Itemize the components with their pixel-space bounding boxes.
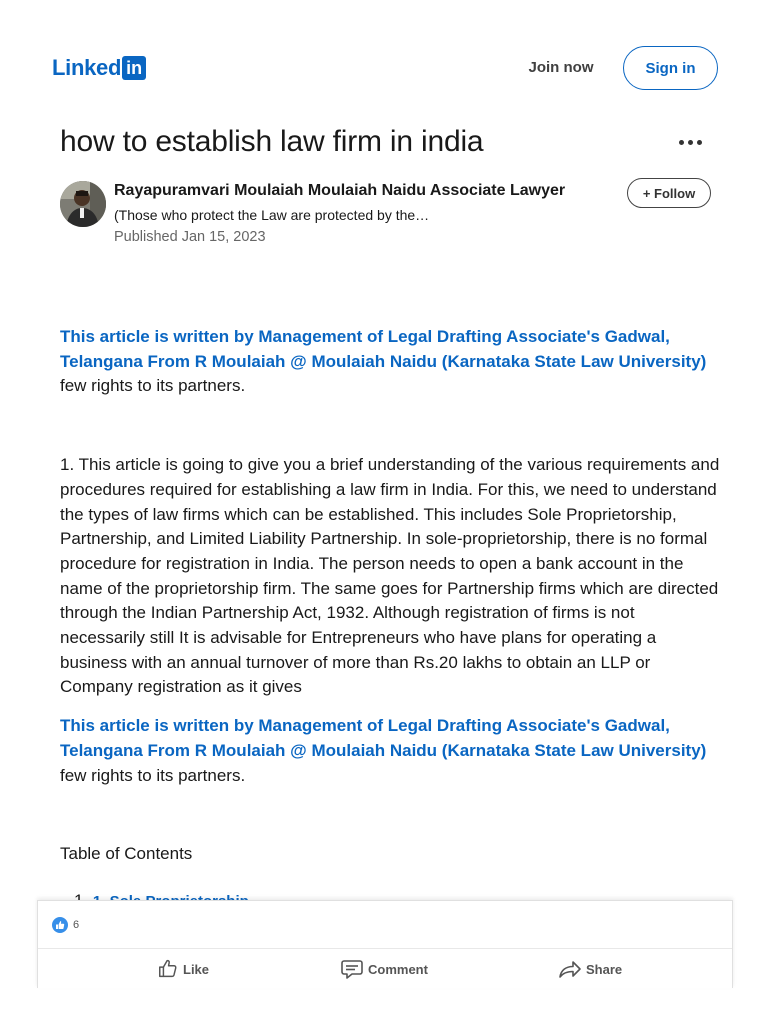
article-title: how to establish law firm in india xyxy=(60,125,484,158)
share-button[interactable] xyxy=(558,957,622,981)
toc-heading: Table of Contents xyxy=(60,844,193,864)
intro-tail-2: few rights to its partners. xyxy=(60,765,246,785)
author-name[interactable]: Rayapuramvari Moulaiah Moulaiah Naidu Associate Lawyer xyxy=(114,182,566,199)
intro-tail-1: few rights to its partners. xyxy=(60,376,246,396)
intro-paragraph-2 xyxy=(60,714,720,788)
spacer xyxy=(60,867,720,889)
reaction-summary[interactable] xyxy=(52,915,79,935)
thumbs-up-glyph xyxy=(55,920,65,930)
like-label: Like xyxy=(183,961,210,977)
share-label: Share xyxy=(586,961,623,977)
spacer xyxy=(60,788,720,842)
comment-button[interactable] xyxy=(340,957,428,981)
article-body xyxy=(60,325,720,915)
like-reaction-icon xyxy=(52,917,68,933)
reaction-count: 6 xyxy=(73,919,80,931)
author-headline: (Those who protect the Law are protected by the… xyxy=(114,207,430,223)
spacer xyxy=(60,399,720,453)
body-paragraph-1: 1. This article is going to give you a brief understanding of the various requirements and procedures required for establishing a law firm in India. For this, we need to understand the types of law firms which can be established. This includes Sole Proprietorship, Partnership, and Limited Liability Partnership. In sole-proprietorship, there is no formal procedure for registration in India. The person needs to open a bank account in the name of the proprietorship firm. The same goes for Partnership firms which are directed through the Indian Partnership Act, 1932. Although registration of firms is not necessarily still It is advisable for Entrepreneurs who have plans for operating a business with an annual turnover of more than Rs.20 lakhs to obtain an LLP or Company registration as it gives xyxy=(60,455,720,697)
comment-bubble-icon xyxy=(340,958,364,980)
dot xyxy=(697,140,702,145)
intro-highlight-1: This article is written by Management of Legal Drafting Associate's Gadwal, Telangana From R Moulaiah @ Moulaiah Naidu (Karnataka State Law University) xyxy=(60,327,707,371)
like-button[interactable] xyxy=(157,957,209,981)
logo-badge: in xyxy=(122,56,146,80)
more-horizontal-icon[interactable] xyxy=(676,132,704,152)
join-now-link[interactable]: Join now xyxy=(528,59,594,76)
dot xyxy=(688,140,693,145)
avatar-photo xyxy=(60,181,106,227)
spacer xyxy=(60,700,720,714)
sign-in-button[interactable]: Sign in xyxy=(623,46,718,90)
logo-wordmark: Linked xyxy=(52,55,122,80)
dot xyxy=(679,140,684,145)
follow-button[interactable]: + Follow xyxy=(627,178,711,208)
share-arrow-icon xyxy=(558,958,582,980)
intro-highlight-2: This article is written by Management of Legal Drafting Associate's Gadwal, Telangana From R Moulaiah @ Moulaiah Naidu (Karnataka State Law University) xyxy=(60,716,707,760)
intro-paragraph-1 xyxy=(60,325,720,399)
published-date: Published Jan 15, 2023 xyxy=(114,229,266,245)
top-nav xyxy=(0,0,768,120)
social-action-bar xyxy=(37,900,733,988)
linkedin-logo[interactable] xyxy=(52,55,146,81)
thumbs-up-icon xyxy=(157,958,179,980)
comment-label: Comment xyxy=(368,961,428,977)
divider xyxy=(38,948,732,949)
author-avatar[interactable] xyxy=(60,181,106,227)
